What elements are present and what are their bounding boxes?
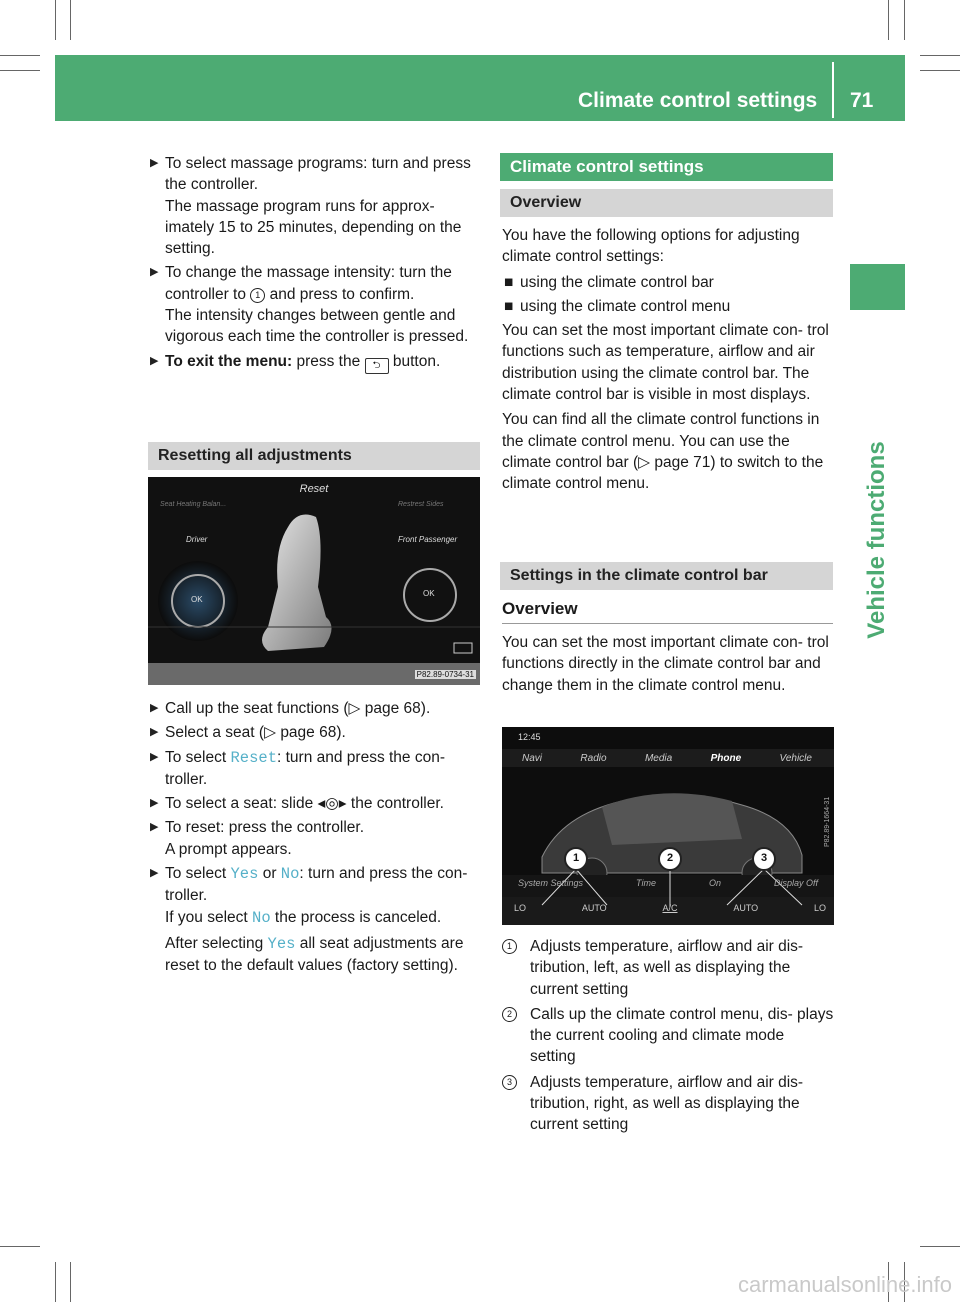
side-tab-label: Vehicle functions	[863, 441, 890, 639]
side-tab-marker	[850, 264, 905, 310]
climate-temp-left[interactable]: LO	[514, 903, 527, 913]
ok-button-passenger: OK	[423, 589, 435, 598]
step-arrow-icon: ▶	[150, 750, 159, 763]
screen-title: Reset	[299, 483, 329, 495]
step-arrow-icon: ▶	[150, 157, 159, 169]
image-code: P82.89-1664-31	[824, 796, 831, 847]
crop-mark	[55, 1262, 56, 1302]
crop-mark	[0, 70, 40, 71]
menu-navi[interactable]: Navi	[522, 753, 543, 764]
marker-1: 1	[572, 852, 580, 864]
legend-list	[502, 936, 834, 1140]
step-select-seat: ▶ Select a seat (▷ page 68).	[148, 722, 480, 743]
crop-mark	[0, 55, 40, 56]
controller-slide-icon: ◂◎▸	[317, 795, 347, 813]
intro-text: You have the following options for adjusting climate control settings:	[502, 227, 800, 266]
screen-menu	[522, 753, 812, 764]
image-code: P82.89-0734-31	[416, 670, 474, 679]
step-arrow-icon: ▶	[150, 726, 159, 739]
climate-auto-left[interactable]: AUTO	[581, 903, 607, 913]
page-ref-arrow-icon: ▷	[348, 700, 361, 717]
climate-ac[interactable]: A/C	[662, 903, 678, 913]
step-select-reset: ▶ To select Reset: turn and press the con- troller.	[150, 748, 446, 788]
step-massage-programs: ▶ To select massage programs: turn and press the controller. The massage program runs for approx- imately 15 to 25 minutes, depending on the setting.	[150, 155, 471, 258]
step-arrow-icon: ▶	[150, 797, 159, 810]
paragraph: You can find all the climate control functions in the climate control menu. You can use the climate control bar (▷ page 71) to switch to the climate control menu.	[502, 411, 824, 493]
step-reset: ▶ To reset: press the controller. A prompt appears.	[150, 819, 365, 858]
crop-mark	[70, 1262, 71, 1302]
menu-phone[interactable]: Phone	[710, 753, 742, 764]
step-confirm: ▶ To select Yes or No: turn and press the con- troller. If you select No the process is canceled. After selecting Yes all seat adjustments are reset to the default values (factory setting).	[148, 863, 480, 976]
screen-time: 12:45	[518, 732, 541, 742]
paragraph: You can set the most important climate con- trol functions such as temperature, airflow and air distribution using the climate control bar. The climate control bar is visible in most displays.	[502, 322, 829, 404]
right-column	[502, 225, 834, 495]
climate-temp-right[interactable]: LO	[813, 903, 826, 913]
driver-label: Driver	[186, 535, 208, 544]
step-arrow-icon: ▶	[150, 867, 159, 880]
left-column	[148, 153, 480, 377]
bullet-icon: ■	[504, 297, 514, 315]
footer-watermark: carmanualsonline.info	[737, 1272, 952, 1297]
crop-mark	[0, 1246, 40, 1247]
menu-radio[interactable]: Radio	[580, 753, 607, 764]
header-separator	[832, 62, 834, 118]
reset-steps	[148, 698, 480, 980]
overview-heading: Overview	[500, 189, 833, 217]
marker-2-icon: 2	[502, 1007, 517, 1022]
seat-illustration	[148, 477, 480, 685]
legend-item: 2 Calls up the climate control menu, dis- plays the current cooling and climate mode setting	[502, 1004, 834, 1068]
confirm-note: After selecting Yes all seat adjustments are reset to the default values (factory setting).	[165, 934, 464, 975]
crop-mark	[904, 0, 905, 40]
bullet-item: ■ using the climate control bar	[502, 272, 834, 293]
front-passenger-label: Front Passenger	[398, 535, 458, 544]
marker-2: 2	[666, 852, 674, 864]
section-title: Climate control settings	[500, 153, 833, 181]
marker-3: 3	[760, 852, 768, 864]
crop-mark	[70, 0, 71, 40]
step-arrow-icon: ▶	[150, 266, 159, 279]
bar-intro	[502, 632, 834, 696]
page-ref-arrow-icon: ▷	[638, 453, 651, 471]
bullet-item: ■ using the climate control menu	[502, 296, 834, 317]
overview-subheading: Overview	[502, 599, 833, 624]
climate-screen	[502, 727, 834, 925]
header-title: Climate control settings	[578, 89, 818, 112]
step-select-seat-slide: ▶ To select a seat: slide ◂◎▸ the controller.	[148, 793, 480, 814]
step-massage-intensity: ▶ To change the massage intensity: turn the controller to 1 and press to confirm. The intensity changes between gentle and vigorous each time the controller is pressed.	[150, 264, 469, 346]
screen-left-label: Seat Heating Balan...	[160, 501, 227, 508]
marker-3-icon: 3	[502, 1075, 517, 1090]
menu-media[interactable]: Media	[644, 753, 673, 764]
bar-heading: Settings in the climate control bar	[500, 562, 833, 590]
crop-mark	[55, 0, 56, 40]
climate-auto-right[interactable]: AUTO	[733, 903, 759, 913]
ok-button-driver: OK	[191, 595, 203, 604]
page-ref-arrow-icon: ▷	[264, 724, 276, 742]
step-arrow-icon: ▶	[150, 821, 159, 834]
step-call-seat-functions: ▶ Call up the seat functions (▷ page 68).	[148, 698, 480, 719]
legend-item: 3 Adjusts temperature, airflow and air dis- tribution, right, as well as displaying the current setting	[502, 1072, 834, 1136]
screen-right-label: Restrest Sides	[398, 501, 444, 508]
crop-mark	[920, 55, 960, 56]
step-arrow-icon: ▶	[150, 354, 159, 367]
step-exit-menu: ▶ To exit the menu: press the ⮌ button.	[148, 351, 480, 374]
seat-reset-screen	[148, 477, 480, 685]
paragraph: You can set the most important climate con- trol functions directly in the climate control bar and change them in the climate control menu.	[502, 634, 829, 694]
back-button-icon: ⮌	[365, 358, 389, 374]
crop-mark	[920, 70, 960, 71]
crop-mark	[920, 1246, 960, 1247]
menu-vehicle[interactable]: Vehicle	[779, 753, 812, 764]
reset-heading: Resetting all adjustments	[148, 442, 480, 470]
legend-item: 1 Adjusts temperature, airflow and air dis- tribution, left, as well as displaying the current setting	[502, 936, 834, 1000]
climate-bar	[514, 903, 826, 913]
screen-bottom-menu: System Settings Time On Display Off	[518, 878, 818, 888]
bullet-icon: ■	[504, 273, 514, 291]
step-arrow-icon: ▶	[150, 702, 159, 714]
marker-1-icon: 1	[250, 288, 265, 303]
marker-1-icon: 1	[502, 939, 517, 954]
page-number: 71	[850, 89, 874, 112]
crop-mark	[888, 0, 889, 40]
